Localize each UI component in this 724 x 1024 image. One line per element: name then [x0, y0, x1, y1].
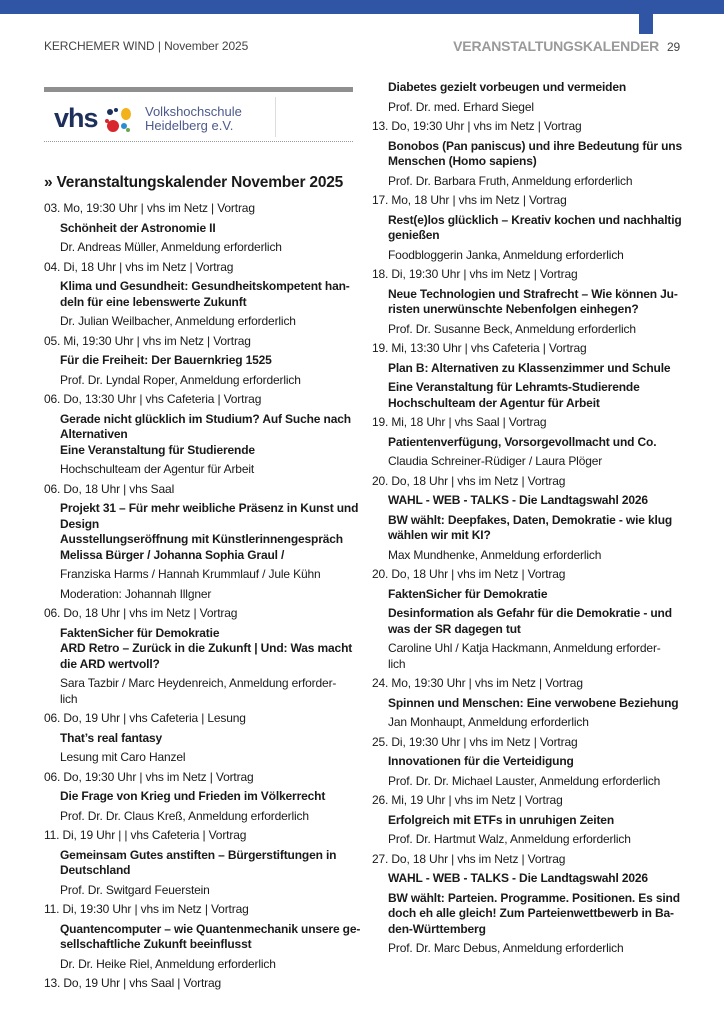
event-date-line: 27. Do, 18 Uhr | vhs im Netz | Vortrag	[372, 851, 566, 866]
event-details	[44, 462, 354, 478]
event-date-line: 06. Do, 18 Uhr | vhs im Netz | Vortrag	[44, 606, 238, 620]
text-line: FaktenSicher für Demokratie	[60, 625, 220, 640]
text-line: genießen	[388, 228, 440, 242]
text-line: Prof. Dr. Lyndal Roper, Anmeldung erforderlich	[60, 372, 301, 387]
event-title	[372, 213, 682, 244]
event-entry	[44, 976, 354, 992]
event-details	[44, 809, 354, 825]
text-line: Prof. Dr. Marc Debus, Anmeldung erforderlich	[388, 941, 624, 955]
event-entry	[372, 793, 682, 848]
text-line: Diabetes gezielt vorbeugen und vermeiden	[388, 80, 627, 94]
event-date-line: 06. Do, 18 Uhr | vhs Saal	[44, 481, 175, 496]
text-line: Ausstellungseröffnung mit Künstlerinnengespräch	[60, 532, 343, 546]
event-entry	[372, 474, 682, 564]
text-line: Caroline Uhl / Katja Hackmann, Anmeldung erforder-	[388, 641, 661, 655]
text-line: Die Frage von Krieg und Frieden im Völkerrecht	[60, 789, 326, 803]
text-line: wählen wir mit KI?	[388, 528, 491, 542]
text-line: Klima und Gesundheit: Gesundheitskompetent han-	[60, 279, 350, 293]
event-entry	[372, 80, 682, 115]
text-line: Erfolgreich mit ETFs in unruhigen Zeiten	[388, 812, 615, 827]
text-line: Design	[60, 516, 100, 531]
event-date-line: 19. Mi, 18 Uhr | vhs Saal | Vortrag	[372, 415, 547, 429]
text-line: Jan Monhaupt, Anmeldung erforderlich	[388, 715, 589, 729]
event-details	[372, 832, 682, 848]
event-date-line: 06. Do, 19 Uhr | vhs Cafeteria | Lesung	[44, 711, 246, 725]
event-entry	[372, 119, 682, 189]
event-date-line: 04. Di, 18 Uhr | vhs im Netz | Vortrag	[44, 259, 234, 274]
text-line: deln für eine lebenswerte Zukunft	[60, 294, 247, 309]
event-details	[44, 567, 354, 583]
text-line: That’s real fantasy	[60, 730, 163, 745]
text-line: Prof. Dr. Dr. Michael Lauster, Anmeldung erforderlich	[388, 773, 661, 788]
event-date-line: 20. Do, 18 Uhr | vhs im Netz | Vortrag	[372, 473, 566, 488]
text-line: Prof. Dr. Susanne Beck, Anmeldung erforderlich	[388, 321, 636, 336]
text-line: was der SR dagegen tut	[388, 621, 521, 636]
text-line: BW wählt: Parteien. Programme. Positionen. Es sind	[388, 890, 680, 905]
event-title	[44, 279, 354, 310]
text-line: Gerade nicht glücklich im Studium? Auf Suche nach	[60, 411, 351, 426]
event-details	[44, 750, 354, 766]
text-line: WAHL - WEB - TALKS - Die Landtagswahl 2026	[388, 493, 648, 507]
event-date-line: 06. Do, 19:30 Uhr | vhs im Netz | Vortrag	[44, 769, 254, 784]
event-details	[372, 715, 682, 731]
event-date-line: 19. Mi, 13:30 Uhr | vhs Cafeteria | Vortrag	[372, 341, 587, 355]
text-line: den-Württemberg	[388, 921, 486, 936]
event-title	[372, 435, 682, 451]
text-line: Claudia Schreiner-Rüdiger / Laura Plöger	[388, 454, 603, 468]
event-entry	[44, 902, 361, 972]
text-line: doch eh alle gleich! Zum Parteienwettbewerb in Ba-	[388, 906, 674, 920]
text-line: Melissa Bürger / Johanna Sophia Graul /	[60, 547, 285, 562]
event-details	[44, 373, 354, 389]
text-line: Alternativen	[60, 427, 128, 441]
text-line: Max Mundhenke, Anmeldung erforderlich	[388, 547, 602, 562]
event-details	[372, 248, 682, 264]
text-line: Hochschulteam der Agentur für Arbeit	[388, 395, 600, 410]
event-title	[372, 696, 682, 712]
event-title	[372, 871, 682, 887]
event-date-line: 17. Mo, 18 Uhr | vhs im Netz | Vortrag	[372, 193, 567, 207]
event-entry	[372, 567, 682, 672]
text-line: FaktenSicher für Demokratie	[388, 586, 548, 601]
event-entry	[372, 676, 682, 731]
event-details	[372, 774, 682, 790]
logo-text	[145, 105, 242, 133]
text-line: BW wählt: Deepfakes, Daten, Demokratie - wie klug	[388, 512, 673, 527]
event-entry	[44, 481, 359, 603]
event-title	[372, 493, 682, 509]
text-line: Dr. Andreas Müller, Anmeldung erforderlich	[60, 240, 282, 254]
event-details	[44, 883, 354, 899]
event-title	[44, 412, 354, 459]
text-line: Gemeinsam Gutes anstiften – Bürgerstiftungen in	[60, 847, 337, 862]
text-line: Bonobos (Pan paniscus) und ihre Bedeutung für uns	[388, 138, 682, 153]
event-title	[372, 606, 682, 637]
text-line: Für die Freiheit: Der Bauernkrieg 1525	[60, 353, 272, 367]
left-column-events	[44, 201, 361, 996]
event-title	[44, 501, 359, 563]
event-entry	[44, 828, 354, 898]
event-date-line: 13. Do, 19:30 Uhr | vhs im Netz | Vortrag	[372, 119, 582, 133]
event-title	[372, 587, 682, 603]
event-date-line: 11. Di, 19 Uhr | | vhs Cafeteria | Vortrag	[44, 828, 247, 842]
event-entry	[44, 201, 354, 256]
event-date-line: 06. Do, 13:30 Uhr | vhs Cafeteria | Vortrag	[44, 392, 262, 406]
event-entry	[372, 415, 682, 470]
text-line: Prof. Dr. Barbara Fruth, Anmeldung erforderlich	[388, 173, 633, 188]
logo-dots-icon	[104, 106, 134, 134]
text-line: Quantencomputer – wie Quantenmechanik unsere ge-	[60, 921, 361, 936]
event-details	[372, 548, 682, 564]
event-details	[44, 240, 354, 256]
text-line: sellschaftliche Zukunft beeinflusst	[60, 937, 252, 951]
text-line: Innovationen für die Verteidigung	[388, 754, 574, 768]
event-details	[44, 676, 354, 707]
event-entry	[372, 735, 682, 790]
text-line: Rest(e)los glücklich – Kreativ kochen und nachhaltig	[388, 212, 682, 227]
event-date-line: 03. Mo, 19:30 Uhr | vhs im Netz | Vortrag	[44, 201, 255, 215]
text-line: Menschen (Homo sapiens)	[388, 154, 537, 168]
event-title	[372, 813, 682, 829]
text-line: Prof. Dr. Dr. Claus Kreß, Anmeldung erforderlich	[60, 808, 309, 823]
running-header: KERCHEMER WIND | November 2025	[44, 39, 249, 53]
event-entry	[372, 193, 682, 263]
event-entry	[44, 334, 354, 389]
event-details	[372, 174, 682, 190]
event-entry	[372, 341, 682, 411]
section-tab-marker	[639, 14, 653, 34]
event-date-line: 24. Mo, 19:30 Uhr | vhs im Netz | Vortrag	[372, 676, 583, 690]
text-line: Dr. Dr. Heike Riel, Anmeldung erforderlich	[60, 956, 276, 971]
text-line: Sara Tazbir / Marc Heydenreich, Anmeldung erforder-	[60, 676, 337, 690]
text-line: Eine Veranstaltung für Studierende	[60, 442, 255, 457]
event-details	[372, 322, 682, 338]
event-date-line: 05. Mi, 19:30 Uhr | vhs im Netz | Vortrag	[44, 333, 251, 348]
text-line: WAHL - WEB - TALKS - Die Landtagswahl 2026	[388, 871, 648, 885]
text-line: Moderation: Johannah Illgner	[60, 586, 212, 601]
top-color-bar	[0, 0, 724, 14]
event-date-line: 18. Di, 19:30 Uhr | vhs im Netz | Vortrag	[372, 267, 578, 281]
event-entry	[44, 392, 354, 478]
event-details	[372, 941, 682, 957]
event-entry	[372, 852, 682, 957]
text-line: Prof. Dr. med. Erhard Siegel	[388, 99, 534, 114]
event-title	[372, 513, 682, 544]
text-line: Hochschulteam der Agentur für Arbeit	[60, 462, 255, 476]
text-line: risten unerwünschte Nebenfolgen einhegen?	[388, 302, 639, 316]
text-line: Desinformation als Gefahr für die Demokratie - und	[388, 606, 672, 620]
text-line: Foodbloggerin Janka, Anmeldung erforderlich	[388, 247, 624, 262]
logo-divider	[44, 87, 353, 92]
text-line: Schönheit der Astronomie II	[60, 220, 216, 235]
event-title	[44, 789, 354, 805]
event-date-line: 20. Do, 18 Uhr | vhs im Netz | Vortrag	[372, 567, 566, 581]
event-title	[44, 353, 354, 369]
text-line: lich	[388, 656, 406, 671]
event-details	[44, 314, 354, 330]
text-line: Dr. Julian Weilbacher, Anmeldung erforderlich	[60, 314, 296, 328]
vhs-logo	[44, 97, 353, 142]
event-entry	[44, 770, 354, 825]
event-date-line: 25. Di, 19:30 Uhr | vhs im Netz | Vortrag	[372, 734, 578, 749]
text-line: Lesung mit Caro Hanzel	[60, 750, 186, 764]
event-title	[44, 921, 361, 953]
event-date-line: 26. Mi, 19 Uhr | vhs im Netz | Vortrag	[372, 793, 563, 807]
logo-wordmark: vhs	[54, 103, 98, 133]
section-title: VERANSTALTUNGSKALENDER	[453, 38, 660, 54]
event-date-line: 11. Di, 19:30 Uhr | vhs im Netz | Vortrag	[44, 902, 249, 916]
event-entry	[44, 606, 354, 707]
event-title	[372, 80, 682, 96]
text-line: Deutschland	[60, 863, 131, 877]
event-title	[44, 731, 354, 747]
text-line: Eine Veranstaltung für Lehramts-Studierende	[388, 380, 640, 394]
event-details	[372, 100, 682, 116]
event-details	[44, 957, 354, 973]
event-title	[372, 891, 682, 938]
event-title	[372, 139, 682, 170]
event-title	[372, 754, 682, 770]
text-line: lich	[60, 691, 78, 706]
event-title	[372, 361, 682, 377]
event-details	[372, 641, 682, 672]
event-entry	[44, 711, 354, 766]
text-line: Projekt 31 – Für mehr weibliche Präsenz in Kunst und	[60, 501, 359, 515]
event-details	[372, 454, 682, 470]
logo-separator	[275, 97, 276, 137]
section-header	[453, 38, 680, 54]
event-details	[44, 587, 354, 603]
text-line: Neue Technologien und Strafrecht – Wie können Ju-	[388, 286, 678, 301]
page-number: 29	[667, 40, 680, 54]
text-line: Prof. Dr. Hartmut Walz, Anmeldung erforderlich	[388, 832, 631, 846]
text-line: Spinnen und Menschen: Eine verwobene Beziehung	[388, 695, 679, 710]
text-line: die ARD wertvoll?	[60, 656, 160, 671]
event-date-line: 13. Do, 19 Uhr | vhs Saal | Vortrag	[44, 976, 222, 990]
text-line: Plan B: Alternativen zu Klassenzimmer und Schule	[388, 360, 671, 375]
text-line: Patientenverfügung, Vorsorgevollmacht und Co.	[388, 434, 657, 449]
text-line: Prof. Dr. Switgard Feuerstein	[60, 882, 210, 897]
logo-line: Heidelberg e.V.	[145, 118, 234, 133]
page-title: » Veranstaltungskalender November 2025	[44, 174, 344, 191]
event-title	[44, 626, 354, 673]
event-title	[44, 848, 354, 879]
right-column-events	[372, 80, 682, 961]
event-title	[44, 221, 354, 237]
event-title	[372, 380, 682, 411]
logo-line: Volkshochschule	[145, 104, 242, 119]
event-entry	[372, 267, 682, 337]
text-line: ARD Retro – Zurück in die Zukunft | Und: Was macht	[60, 641, 353, 655]
text-line: Franziska Harms / Hannah Krummlauf / Jule Kühn	[60, 567, 321, 581]
event-title	[372, 287, 682, 318]
event-entry	[44, 260, 354, 330]
